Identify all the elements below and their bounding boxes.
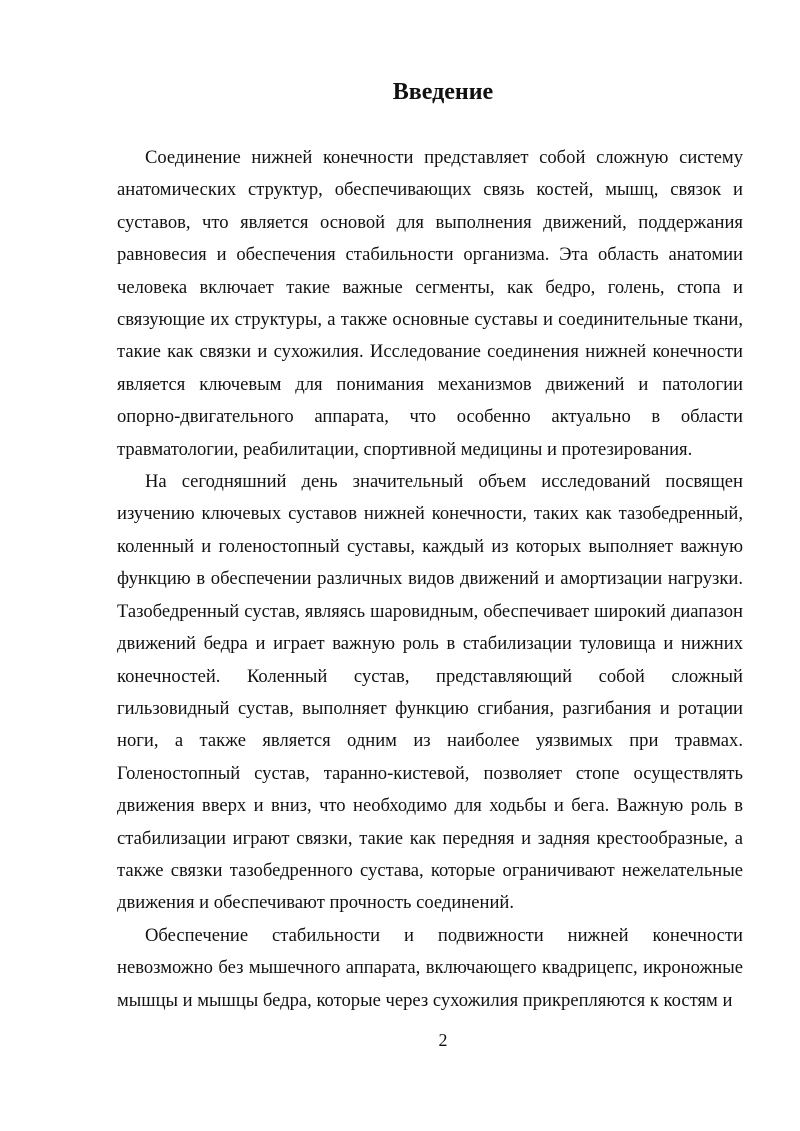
page-title: Введение	[392, 79, 494, 105]
body-text	[117, 142, 743, 1017]
paragraph-3: Обеспечение стабильности и подвижности нижней конечности невозможно без мышечного аппарата, включающего квадрицепс, икроножные мышцы и мышцы бедра, которые через сухожилия прикрепляются к костям и	[117, 924, 743, 1011]
paragraph-2: На сегодняшний день значительный объем исследований посвящен изучению ключевых суставов нижней конечности, таких как тазобедренный, коленный и голеностопный суставы, каждый из которых выполняет важную функцию в обеспечении различных видов движений и амортизации нагрузки. Тазобедренный сустав, являясь шаровидным, обеспечивает широкий диапазон движений бедра и играет важную роль в стабилизации туловища и нижних конечностей. Коленный сустав, представляющий собой сложный гильзовидный сустав, выполняет функцию сгибания, разгибания и ротации ноги, а также является одним из наиболее уязвимых при травмах. Голеностопный сустав, таранно-кистевой, позволяет стопе осуществлять движения вверх и вниз, что необходимо для ходьбы и бега. Важную роль в стабилизации играют связки, такие как передняя и задняя крестообразные, а также связки тазобедренного сустава, которые ограничивают нежелательные движения и обеспечивают прочность соединений.	[117, 471, 743, 914]
page-number: 2	[438, 1030, 448, 1050]
paragraph-1: Соединение нижней конечности представляет собой сложную систему анатомических структур, обеспечивающих связь костей, мышц, связок и суставов, что является основой для выполнения движений, поддержания равновесия и обеспечения стабильности организма. Эта область анатомии человека включает такие важные сегменты, как бедро, голень, стопа и связующие их структуры, а также основные суставы и соединительные ткани, такие как связки и сухожилия. Исследование соединения нижней конечности является ключевым для понимания механизмов движений и патологии опорно-двигательного аппарата, что особенно актуально в области травматологии, реабилитации, спортивной медицины и протезирования.	[117, 147, 743, 460]
